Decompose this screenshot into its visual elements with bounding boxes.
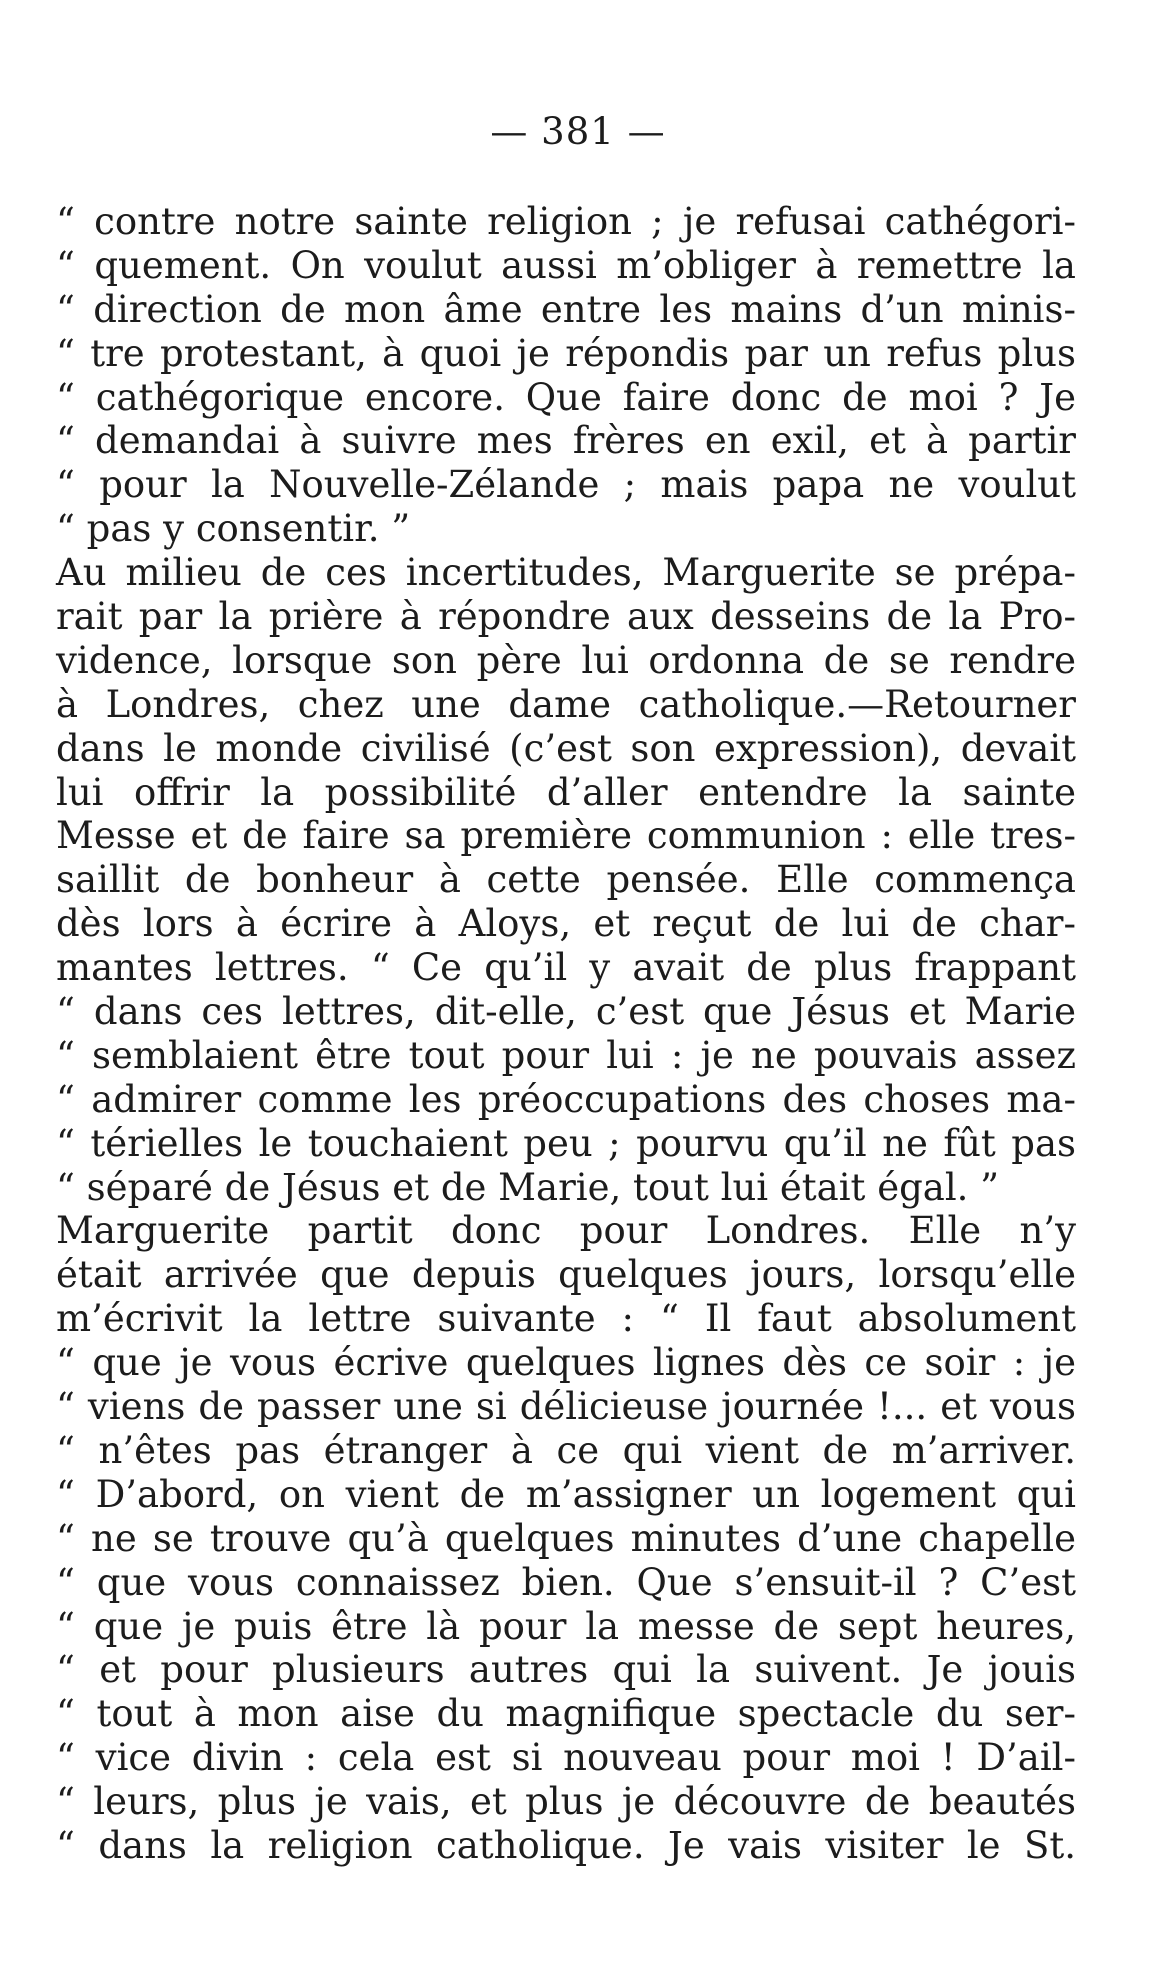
text-line: à Londres, chez une dame catholique.—Retourner (56, 682, 1076, 726)
text-line: “ n’êtes pas étranger à ce qui vient de m’arriver. (56, 1428, 1076, 1472)
text-line: “ séparé de Jésus et de Marie, tout lui était égal. ” (56, 1165, 1000, 1209)
text-line: “ admirer comme les préoccupations des choses ma- (56, 1077, 1076, 1121)
text-line: m’écrivit la lettre suivante : “ Il faut absolument (56, 1297, 1076, 1341)
text-line: “ vice divin : cela est si nouveau pour moi ! D’ail- (56, 1736, 1076, 1780)
text-line: saillit de bonheur à cette pensée. Elle commença (56, 858, 1076, 902)
text-line: “ direction de mon âme entre les mains d’un minis- (56, 287, 1076, 331)
text-line: “ et pour plusieurs autres qui la suivent. Je jouis (56, 1648, 1076, 1692)
text-line: “ D’abord, on vient de m’assigner un logement qui (56, 1472, 1076, 1516)
text-line: “ tout à mon aise du magnifique spectacle du ser- (56, 1692, 1076, 1736)
text-line: dès lors à écrire à Aloys, et reçut de lui de char- (56, 902, 1076, 946)
text-line: Messe et de faire sa première communion : elle tres- (56, 814, 1076, 858)
text-line: “ tre protestant, à quoi je répondis par un refus plus (56, 331, 1076, 375)
text-line: “ leurs, plus je vais, et plus je découvre de beautés (56, 1780, 1076, 1824)
text-line: “ cathégorique encore. Que faire donc de moi ? Je (56, 375, 1076, 419)
text-line: “ dans ces lettres, dit-elle, c’est que Jésus et Marie (56, 990, 1076, 1034)
text-line: mantes lettres. “ Ce qu’il y avait de plus frappant (56, 946, 1076, 990)
text-line: lui offrir la possibilité d’aller entendre la sainte (56, 770, 1076, 814)
text-line: “ quement. On voulut aussi m’obliger à remettre la (56, 243, 1076, 287)
text-line: “ que vous connaissez bien. Que s’ensuit-il ? C’est (56, 1560, 1076, 1604)
text-line: “ demandai à suivre mes frères en exil, et à partir (56, 419, 1076, 463)
text-line: “ que je puis être là pour la messe de sept heures, (56, 1604, 1076, 1648)
text-line: “ dans la religion catholique. Je vais visiter le St. (56, 1823, 1076, 1867)
text-line: “ térielles le touchaient peu ; pourvu qu’il ne fût pas (56, 1121, 1076, 1165)
text-line: “ contre notre sainte religion ; je refusai cathégori- (56, 200, 1076, 243)
text-line: “ viens de passer une si délicieuse journée !... et vous (56, 1385, 1076, 1429)
text-line: dans le monde civilisé (c’est son expression), devait (56, 726, 1076, 770)
page-number: — 381 — (490, 110, 666, 153)
text-line: “ que je vous écrive quelques lignes dès ce soir : je (56, 1341, 1076, 1385)
text-line: Marguerite partit donc pour Londres. Elle n’y (56, 1209, 1076, 1253)
text-line: rait par la prière à répondre aux desseins de la Pro- (56, 595, 1076, 639)
text-line: “ semblaient être tout pour lui : je ne pouvais assez (56, 1033, 1076, 1077)
text-line: “ pas y consentir. ” (56, 507, 411, 551)
text-line: vidence, lorsque son père lui ordonna de se rendre (56, 638, 1076, 682)
text-line: “ pour la Nouvelle-Zélande ; mais papa ne voulut (56, 463, 1076, 507)
text-line: “ ne se trouve qu’à quelques minutes d’une chapelle (56, 1516, 1076, 1560)
text-line: était arrivée que depuis quelques jours, lorsqu’elle (56, 1253, 1076, 1297)
body-text (56, 200, 1076, 1868)
text-line: Au milieu de ces incertitudes, Marguerite se prépa- (56, 551, 1076, 595)
